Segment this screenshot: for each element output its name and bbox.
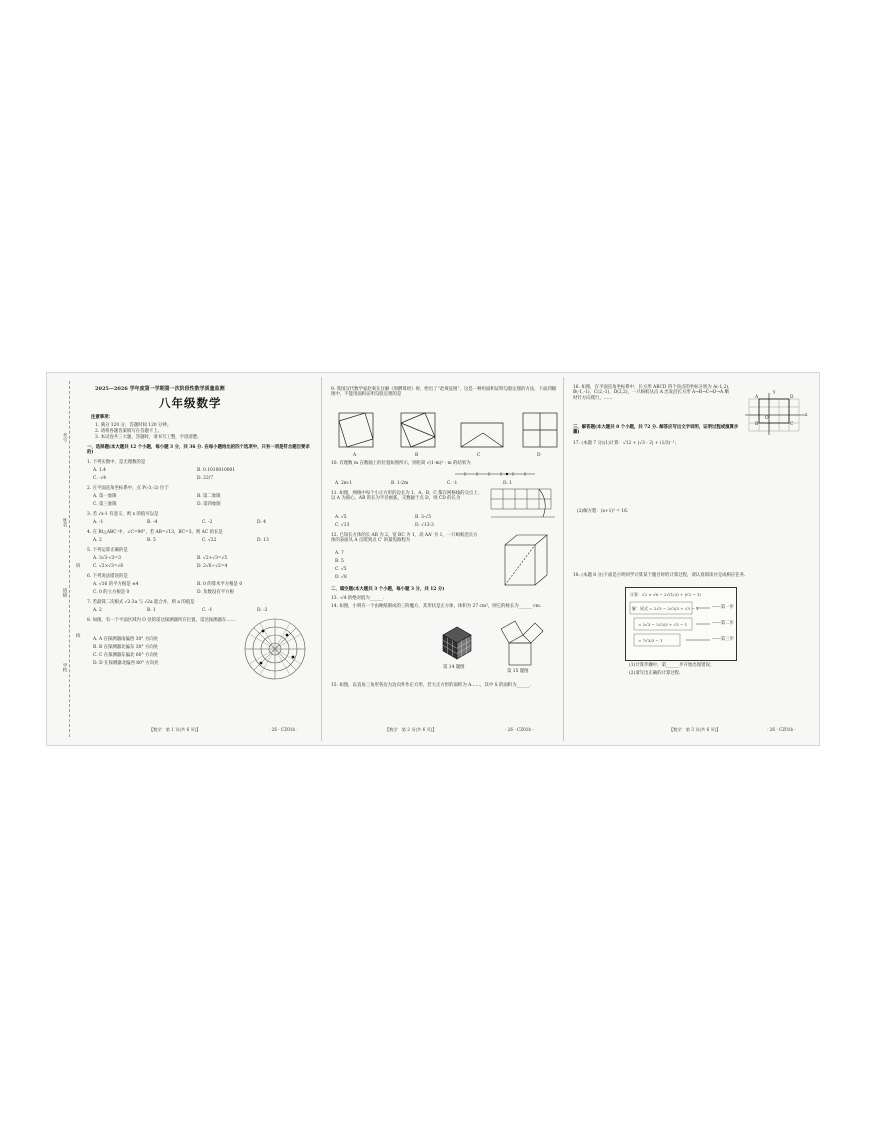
option: A. 3√3-√3=3 <box>93 556 121 561</box>
page-footer: 【数学 第 1 页(共 6 页)】 <box>149 727 201 732</box>
option: D. 13 <box>257 538 269 543</box>
question-stem: 6. 下列说法错误的是 <box>87 574 128 579</box>
margin-label: 考号 <box>62 433 67 443</box>
option: A. 2m-1 <box>335 481 353 486</box>
question-stem: 14. 如图，小明有一个由硬纸制成的三阶魔方，其形状是正方体，体积为 27 cm³，则它的棱长为______ cm. <box>331 604 542 609</box>
number-line <box>455 469 535 479</box>
page-code: · 26 · CZ01b · <box>505 727 534 732</box>
note-item: 1. 满分 120 分，答题时间 120 分钟。 <box>95 423 172 428</box>
option: D. 2√6÷√2=4 <box>197 564 228 569</box>
margin-label: 线 <box>75 633 80 638</box>
radar-diagram <box>243 617 307 681</box>
exam-page-1 <box>47 373 317 745</box>
margin-label: 班 <box>75 563 80 568</box>
grid-figure <box>491 487 555 519</box>
option: D. √8 <box>335 575 347 580</box>
option: C. C 在探测器东偏北 60° 方向处 <box>93 653 159 658</box>
option: B. 0 的算术平方根是 0 <box>197 582 243 587</box>
question-stem: (2)解方程：(x+1)² = 16. <box>577 509 629 514</box>
option: B. √2+√3=√5 <box>197 556 228 561</box>
page-footer: 【数学 第 2 页(共 6 页)】 <box>385 727 437 732</box>
option: A. √5 <box>335 515 347 520</box>
option: D. 4 <box>257 520 266 525</box>
section-heading: 三、解答题(本大题共 8 个小题，共 72 分. 解答应写出文字说明，证明过程或演算步骤) <box>573 425 739 436</box>
question-stem: 4. 在 Rt△ABC 中，∠C=90°，若 AB=√13，BC=3，则 AC 的长是 <box>87 530 223 535</box>
pythagoras-squares-figure <box>493 613 547 667</box>
point-label: A <box>755 395 759 400</box>
page-divider <box>321 377 322 741</box>
option: B. 5 <box>147 538 156 543</box>
option: B. 5 <box>335 559 344 564</box>
figure-label: C <box>477 453 481 458</box>
notes-heading: 注意事项： <box>91 415 113 420</box>
exam-page-3 <box>567 373 817 745</box>
section-heading: 一、选择题(本大题共 12 个小题，每小题 3 分，共 36 分. 在每小题给出的四个选项中，只有一项是符合题目要求的) <box>87 445 310 456</box>
svg-text:解：原式 = 2√3 − 2√3/3 + √3 − 1: 解：原式 = 2√3 − 2√3/3 + √3 − 1 <box>632 606 699 611</box>
option: D. 第四象限 <box>197 502 221 507</box>
option: A. 1.4 <box>93 468 106 473</box>
point-label: D <box>790 395 794 400</box>
page-footer: 【数学 第 3 页(共 6 页)】 <box>669 727 721 732</box>
figure-label: A <box>353 453 357 458</box>
option: A. -1 <box>93 520 104 525</box>
option: D. -2 <box>257 608 268 613</box>
question-stem: 7. 若最简二次根式 √2-3a 与 √2a 能合并，则 a 的值是 <box>87 600 195 605</box>
page-code: · 26 · CZ01b · <box>269 727 298 732</box>
exam-page-2 <box>325 373 561 745</box>
option: C. -1 <box>447 481 458 486</box>
question-stem: 1. 下列实数中，是无理数的是 <box>87 460 146 465</box>
rubik-cube-figure <box>437 623 477 663</box>
option: D. D 在探测器北偏西 80° 方向处 <box>93 661 159 666</box>
task-item: (2)请写出正确的计算过程. <box>629 671 681 676</box>
origin-label: O <box>765 416 769 421</box>
option: C. √2×√3=√6 <box>93 564 124 569</box>
figure-caption: 第 14 题图 <box>443 665 465 670</box>
binding-line <box>69 381 70 737</box>
option: A. 7 <box>335 551 344 556</box>
coordinate-grid-figure <box>743 391 807 435</box>
question-stem: 8. 如图，有一个平面区域内 O 处的雷达探测器所在位置，雷达探测器在…… <box>87 618 236 623</box>
figure-label: D <box>537 453 541 458</box>
option: C. 第三象限 <box>93 502 117 507</box>
option: B. 1 <box>147 608 156 613</box>
task-item: (1)计算步骤中，第______步开始出现错误； <box>629 663 715 668</box>
option: D. 22/7 <box>197 476 214 481</box>
question-stem: 11. 如图，网格中每个小正方形的边长为 1，A，B，C 都在网格线的交点上，以 A 为圆心，AB 的长为半径画弧，交数轴于点 D，则 CD 的长为 <box>331 491 483 502</box>
question-stem: 3. 若 √x-1 有意义，则 x 的值可以是 <box>87 512 159 517</box>
question-stem: 18. (本题 8 分)下面是小明同学计算某个题目时的计算过程，请认真阅读并完成相应任务. <box>573 573 746 578</box>
margin-label: 班级 <box>62 588 67 598</box>
option: C. √5 <box>335 567 347 572</box>
option: B. 3-√5 <box>415 515 431 520</box>
option: B. 1-2m <box>391 481 409 486</box>
exam-title: 2025—2026 学年度第一学期第一次阶段性数学质量监测 <box>95 386 225 392</box>
question-stem: 16. 如图，在平面直角坐标系中，长方形 ABCD 四个顶点的坐标分别为 A(-1,2)，B(-1,-1)，C(2,-1)，D(2,2)，一只蚂蚁从点 A 出发沿长方形 A→B→C→D→A 顺时针方向爬行，…… <box>573 385 733 401</box>
svg-text:= 7√3/3 − 1: = 7√3/3 − 1 <box>638 638 663 643</box>
point-label: B <box>755 422 759 427</box>
calculation-box <box>625 587 737 661</box>
question-stem: 13. -√4 的绝对值为______. <box>331 596 385 601</box>
question-stem: 10. 有理数 m 在数轴上的位置如图所示，则化简 √(1-m)² - m 的结果为 <box>331 461 471 466</box>
option: C. -2 <box>202 520 213 525</box>
option: B. 第二象限 <box>197 494 221 499</box>
question-stem: 2. 在平面直角坐标系中，点 P(-3,-2) 位于 <box>87 486 169 491</box>
question-stem: 12. 已知长方体的长 AB 为 2，宽 BC 为 1，高 AA' 为 1，一只蚂蚁沿长方体的表面从 A 点爬到点 C' 的最短路程为 <box>331 533 478 544</box>
option: C. -1 <box>202 608 213 613</box>
option: B. B 在探测器北偏东 30° 方向处 <box>93 645 159 650</box>
page-divider <box>563 377 564 741</box>
option: D. 1 <box>503 481 512 486</box>
option: A. √16 的平方根是 ±4 <box>93 582 139 587</box>
option: A. 2 <box>93 608 102 613</box>
option: C. √13 <box>335 523 350 528</box>
option: D. 负数没有平方根 <box>197 590 234 595</box>
step-label: ——第三步 <box>712 637 734 642</box>
cuboid-figure <box>501 531 551 587</box>
option: A. 第一象限 <box>93 494 117 499</box>
option: A. A 在探测器南偏西 30° 方向处 <box>93 637 159 642</box>
option: D. √13-3 <box>415 523 434 528</box>
proof-figures <box>333 409 559 453</box>
axis-label: y <box>773 390 776 395</box>
option: A. 2 <box>93 538 102 543</box>
question-stem: 5. 下列运算正确的是 <box>87 548 128 553</box>
option: C. 0 的立方根是 0 <box>93 590 130 595</box>
option: C. √22 <box>202 538 217 543</box>
point-label: C <box>790 422 794 427</box>
option: B. -4 <box>147 520 158 525</box>
section-heading: 二、填空题(本大题共 3 个小题，每小题 3 分，共 12 分) <box>331 587 445 592</box>
figure-label: B <box>415 453 419 458</box>
margin-label: 姓名 <box>62 518 67 528</box>
question-stem: 15. 如图，以直角三角形各边为边向外作正方形，若大正方形的面积为 A……，其中 S 的面积为______. <box>331 683 532 688</box>
scanned-exam-sheet <box>46 372 820 746</box>
step-label: ——第二步 <box>712 621 734 626</box>
svg-text:= 2√3 − 2√3/3 + √3 − 1: = 2√3 − 2√3/3 + √3 − 1 <box>638 622 688 627</box>
subject-title: 八年级数学 <box>159 396 222 410</box>
axis-label: x <box>805 413 808 418</box>
note-item: 2. 请将各题答案填写在答题卡上。 <box>95 429 163 434</box>
figure-caption: 第 15 题图 <box>507 669 529 674</box>
step-label: ——第一步 <box>712 605 734 610</box>
note-item: 3. 本试卷共三大题，答题时，请书写工整，字迹清楚。 <box>95 435 202 440</box>
question-stem: 17. (本题 7 分)(1)计算：√12 + |√3 - 2| + (1/3)⁻¹； <box>573 441 679 446</box>
page-code: · 26 · CZ01b · <box>767 727 796 732</box>
question-stem: 9. 我国汉代数学家赵爽在注解《周髀算经》时，给出了“赵爽弦图”，这是一种用面积证明勾股定理的方法，下面四幅图中，不能用面积证明勾股定理的是 <box>331 387 557 398</box>
option: B. 0.1010010001 <box>197 468 236 473</box>
margin-label: 学校 <box>62 663 67 673</box>
option: C. -√4 <box>93 476 107 481</box>
svg-text:计算：√2 × √6 − 2√(1/3) + |√3 − 1: 计算：√2 × √6 − 2√(1/3) + |√3 − 1| <box>630 592 701 597</box>
